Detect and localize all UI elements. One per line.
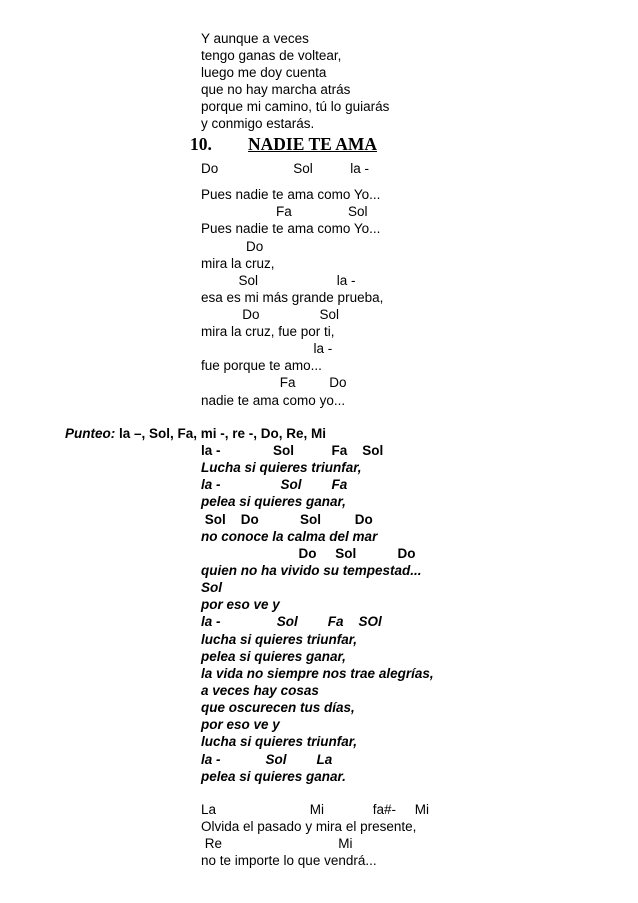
intro-line: tengo ganas de voltear, [201,48,342,63]
chord-line: Fa Do [201,375,347,390]
chord-line: Sol la - [201,273,356,288]
lyric-line: quien no ha vivido su tempestad... [201,563,422,578]
lyric-line: fue porque te amo... [201,358,322,373]
lyric-line: pelea si quieres ganar. [201,769,346,784]
chord-line: Fa Sol [201,204,368,219]
chord-line: Do [201,239,264,254]
lyric-line: Pues nadie te ama como Yo... [201,187,381,202]
lyric-line: no te importe lo que vendrá... [201,853,377,868]
punteo-chords: la –, Sol, Fa, mi -, re -, Do, Re, Mi [115,426,327,441]
chord-line: la - Sol Fa [201,477,348,492]
intro-line: y conmigo estarás. [201,116,315,131]
intro-line: que no hay marcha atrás [201,82,351,97]
chord-line: Sol Do Sol Do [201,512,373,527]
chord-line: la - Sol La [201,752,333,767]
lyric-line: la vida no siempre nos trae alegrías, [201,666,434,681]
punteo-line [65,425,326,442]
chord-line: Do Sol Do [201,546,416,561]
lyric-line: mira la cruz, fue por ti, [201,324,335,339]
chord-line: la - Sol Fa Sol [201,443,384,458]
chord-line: La Mi fa#- Mi [201,802,430,817]
lyric-line: por eso ve y [201,717,280,732]
chord-line: la - [201,341,333,356]
lyric-line: que oscurecen tus días, [201,700,355,715]
chord-line: la - Sol Fa SOl [201,614,382,629]
lyric-line: no conoce la calma del mar [201,529,378,544]
lyric-line: nadie te ama como yo... [201,393,346,408]
intro-line: Y aunque a veces [201,31,309,46]
intro-line: porque mi camino, tú lo guiarás [201,99,390,114]
chord-line: Do Sol la - [201,161,370,176]
chord-line: Re Mi [201,836,353,851]
lyric-line: a veces hay cosas [201,683,319,698]
punteo-label: Punteo: [65,426,116,441]
song-heading [190,134,377,155]
song-title: NADIE TE AMA [248,134,378,154]
lyric-line: pelea si quieres ganar, [201,494,346,509]
lyric-line: esa es mi más grande prueba, [201,290,384,305]
lyric-line: Olvida el pasado y mira el presente, [201,819,417,834]
lyric-line: por eso ve y [201,597,280,612]
intro-line: luego me doy cuenta [201,65,327,80]
chord-line: Do Sol [201,307,340,322]
lyric-line: mira la cruz, [201,256,275,271]
song-number: 10. [190,134,212,154]
lyric-line: Lucha si quieres triunfar, [201,460,362,475]
lyric-line: Pues nadie te ama como Yo... [201,221,381,236]
lyric-line: lucha si quieres triunfar, [201,734,358,749]
chord-line: Sol [201,580,223,595]
lyric-line: pelea si quieres ganar, [201,649,346,664]
lyric-line: lucha si quieres triunfar, [201,632,358,647]
